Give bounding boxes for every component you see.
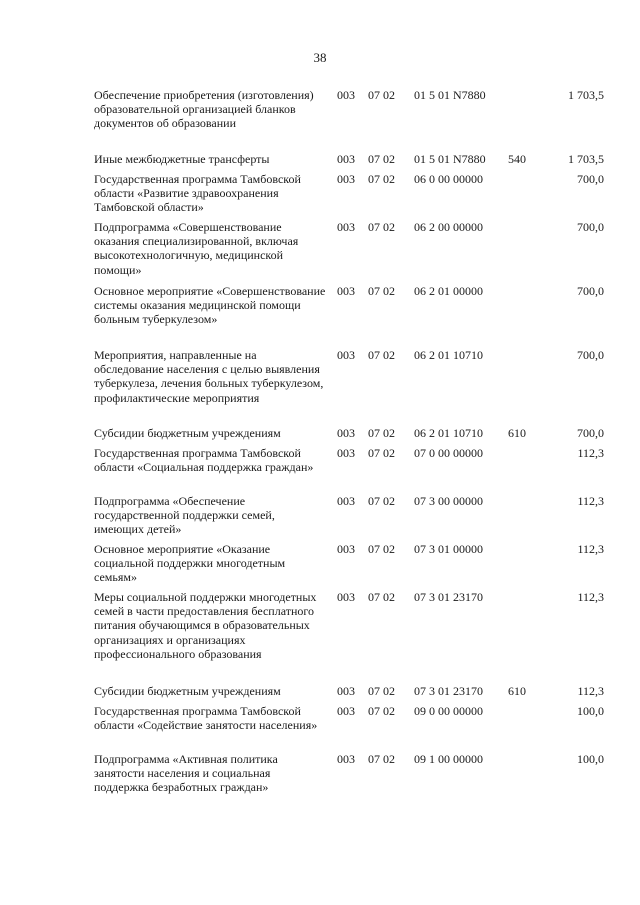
row-description: Субсидии бюджетным учреждениям [94,426,281,440]
section-code: 07 02 [368,88,395,102]
org-code: 003 [337,426,355,440]
section-code: 07 02 [368,220,395,234]
row-description: Основное мероприятие «Совершенствование системы оказания медицинской помощи больным туберкулезом» [94,284,326,327]
row-description: Меры социальной поддержки многодетных семей в части предоставления бесплатного питания обучающимся в образовательных организациях и организациях профессионального образования [94,590,317,661]
amount: 1 703,5 [568,88,604,102]
amount: 112,3 [577,494,604,508]
amount: 1 703,5 [568,152,604,166]
org-code: 003 [337,704,355,718]
org-code: 003 [337,348,355,362]
target-code: 09 0 00 00000 [414,704,483,718]
row-description: Государственная программа Тамбовской области «Развитие здравоохранения Тамбовской области» [94,172,301,215]
row-description: Обеспечение приобретения (изготовления) образовательной организацией бланков документов об образовании [94,88,314,131]
target-code: 06 2 01 10710 [414,426,483,440]
amount: 112,3 [577,446,604,460]
row-description: Подпрограмма «Совершенствование оказания специализированной, включая высокотехнологичную, медицинской помощи» [94,220,299,277]
amount: 112,3 [577,542,604,556]
section-code: 07 02 [368,284,395,298]
target-code: 09 1 00 00000 [414,752,483,766]
section-code: 07 02 [368,152,395,166]
org-code: 003 [337,220,355,234]
section-code: 07 02 [368,348,395,362]
row-description: Государственная программа Тамбовской области «Содействие занятости населения» [94,704,318,733]
org-code: 003 [337,542,355,556]
expense-kind-code: 610 [508,684,526,698]
row-description: Субсидии бюджетным учреждениям [94,684,281,698]
target-code: 06 2 01 10710 [414,348,483,362]
target-code: 06 2 00 00000 [414,220,483,234]
target-code: 07 3 00 00000 [414,494,483,508]
row-description: Подпрограмма «Активная политика занятости населения и социальная поддержка безработных граждан» [94,752,278,795]
amount: 700,0 [577,172,604,186]
org-code: 003 [337,752,355,766]
amount: 100,0 [577,752,604,766]
target-code: 07 3 01 23170 [414,590,483,604]
expense-kind-code: 610 [508,426,526,440]
target-code: 01 5 01 N7880 [414,152,486,166]
page-number: 38 [313,50,327,65]
amount: 700,0 [577,426,604,440]
target-code: 07 0 00 00000 [414,446,483,460]
target-code: 06 0 00 00000 [414,172,483,186]
row-description: Государственная программа Тамбовской области «Социальная поддержка граждан» [94,446,314,475]
section-code: 07 02 [368,426,395,440]
org-code: 003 [337,172,355,186]
org-code: 003 [337,152,355,166]
amount: 112,3 [577,590,604,604]
row-description: Подпрограмма «Обеспечение государственной поддержки семей, имеющих детей» [94,494,275,537]
section-code: 07 02 [368,590,395,604]
org-code: 003 [337,446,355,460]
amount: 700,0 [577,284,604,298]
org-code: 003 [337,494,355,508]
section-code: 07 02 [368,684,395,698]
amount: 700,0 [577,220,604,234]
section-code: 07 02 [368,752,395,766]
section-code: 07 02 [368,494,395,508]
amount: 100,0 [577,704,604,718]
target-code: 01 5 01 N7880 [414,88,486,102]
org-code: 003 [337,684,355,698]
section-code: 07 02 [368,704,395,718]
amount: 112,3 [577,684,604,698]
row-description: Иные межбюджетные трансферты [94,152,270,166]
row-description: Основное мероприятие «Оказание социальной поддержки многодетным семьям» [94,542,286,585]
section-code: 07 02 [368,446,395,460]
section-code: 07 02 [368,542,395,556]
org-code: 003 [337,88,355,102]
org-code: 003 [337,590,355,604]
target-code: 07 3 01 00000 [414,542,483,556]
org-code: 003 [337,284,355,298]
row-description: Мероприятия, направленные на обследование населения с целью выявления туберкулеза, лечения больных туберкулезом, профилактические мероприятия [94,348,324,405]
target-code: 07 3 01 23170 [414,684,483,698]
target-code: 06 2 01 00000 [414,284,483,298]
section-code: 07 02 [368,172,395,186]
expense-kind-code: 540 [508,152,526,166]
amount: 700,0 [577,348,604,362]
